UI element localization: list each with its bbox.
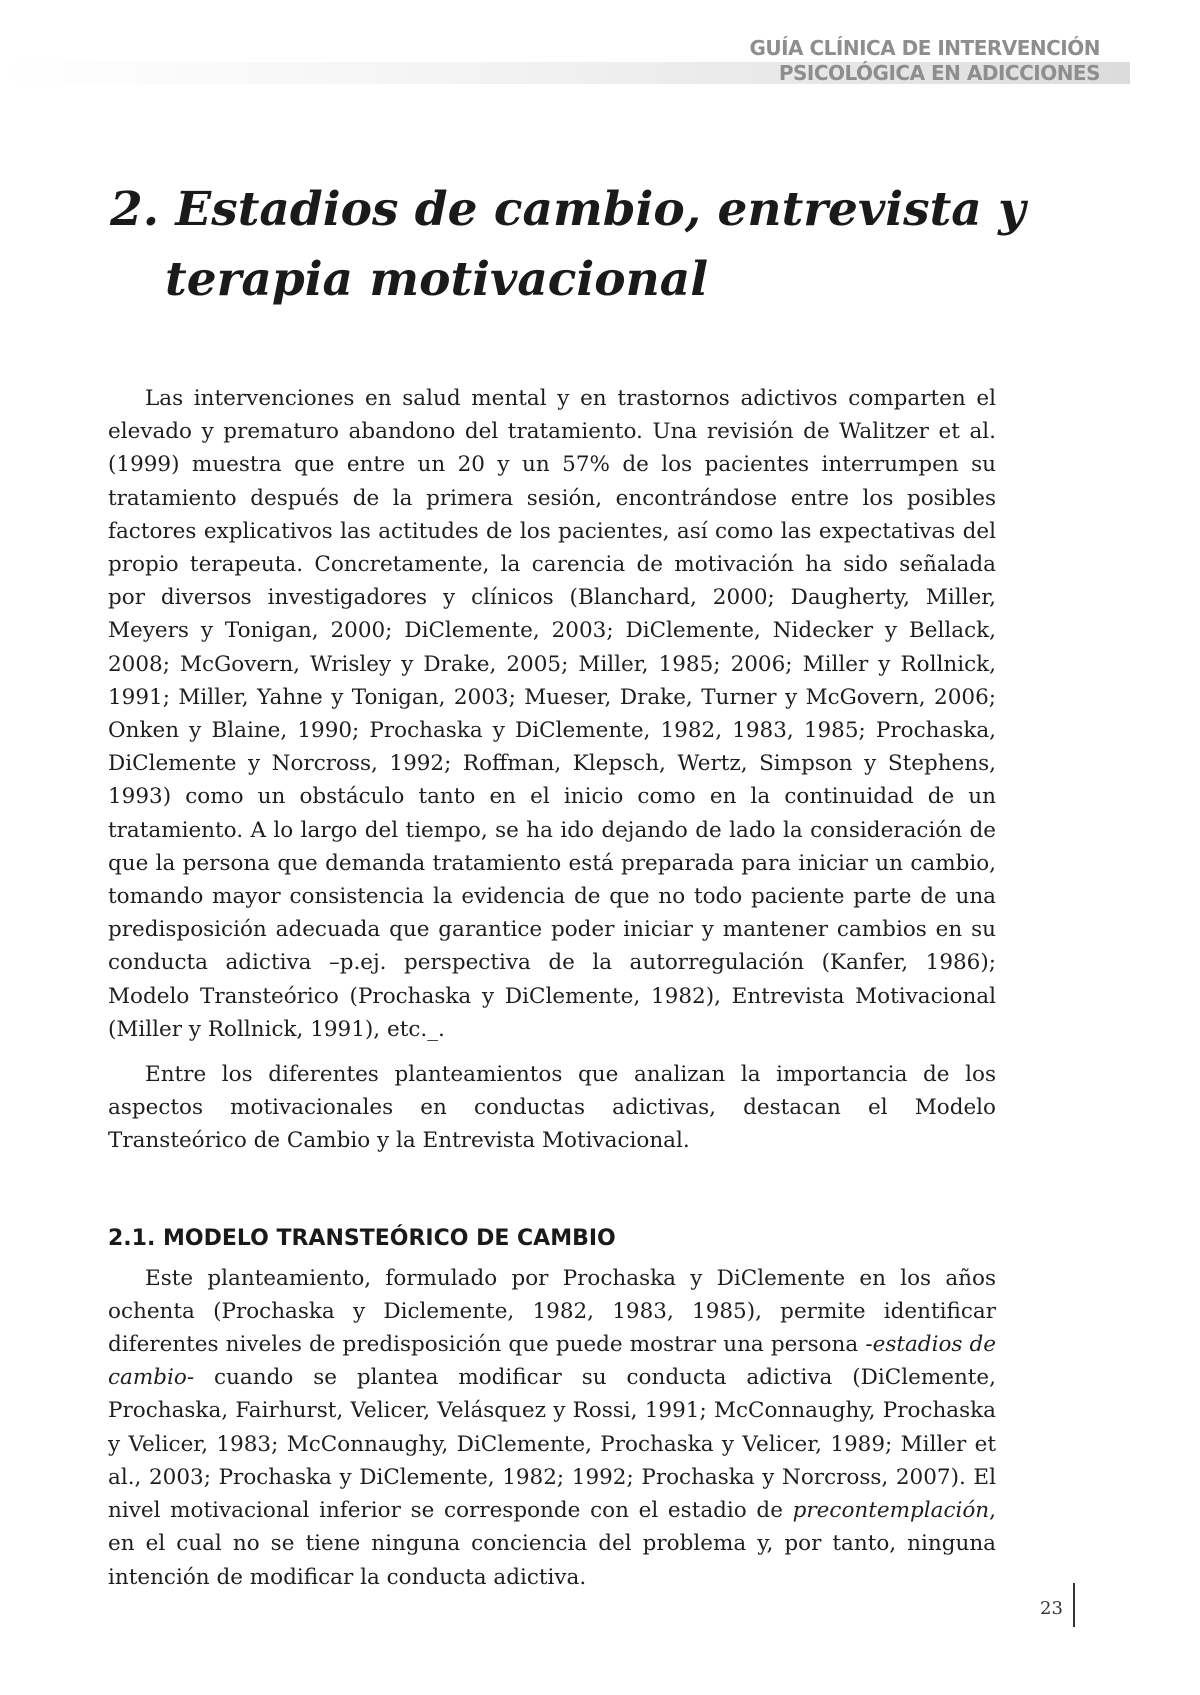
chapter-title [110,175,1110,315]
running-header-line1: GUÍA CLÍNICA DE INTERVENCIÓN [749,36,1100,60]
page-number-rule [1073,1583,1075,1627]
running-header [680,36,1100,86]
paragraph-approaches: Entre los diferentes planteamientos que analizan la importancia de los aspectos motivacionales en conductas adictivas, destacan el Modelo Transteórico de Cambio y la Entrevista Motivacional. [108,1062,996,1154]
section-emphasis-stages: estadios de cambio [108,1332,997,1391]
section-text-1: Este planteamiento, formulado por Prochaska y DiClemente en los años ochenta (Prochaska y Diclemente, 1982, 1983, 1985), permite identificar diferentes niveles de predisposición que puede mostrar una persona - [108,1265,996,1358]
chapter-title-line2: terapia motivacional [165,252,709,307]
section-text-3: , en el cual no se tiene ninguna conciencia del problema y, por tanto, ninguna intención de modificar la conducta adictiva. [108,1498,996,1590]
section-text-2: - cuando se plantea modificar su conducta adictiva (DiClemente, Prochaska, Fairhurst, Velicer, Velásquez y Rossi, 1991; McConnaughy, Prochaska y Velicer, 1983; McConnaughy, DiClemente, Prochaska y Velicer, 1989; Miller et al., 2003; Prochaska y DiClemente, 1982; 1992; Prochaska y Norcross, 2007). El nivel motivacional inferior se corresponde con el estadio de [108,1365,996,1524]
section-heading: 2.1. MODELO TRANSTEÓRICO DE CAMBIO [108,1225,616,1251]
page-number: 23 [1040,1598,1063,1619]
paragraph-section [108,1262,996,1594]
chapter-title-line1: 2. Estadios de cambio, entrevista y [110,182,1026,237]
section-emphasis-precontemplation: precontemplación [792,1498,990,1524]
paragraph-intro: Las intervenciones en salud mental y en trastornos adictivos comparten el elevado y prematuro abandono del tratamiento. Una revisión de Walitzer et al. (1999) muestra que entre un 20 y un 57% de los pacientes interrumpen su tratamiento después de la primera sesión, encontrándose entre los posibles factores explicativos las actitudes de los pacientes, así como las expectativas del propio terapeuta. Concretamente, la carencia de motivación ha sido señalada por diversos investigadores y clínicos (Blanchard, 2000; Daugherty, Miller, Meyers y Tonigan, 2000; DiClemente, 2003; DiClemente, Nidecker y Bellack, 2008; McGovern, Wrisley y Drake, 2005; Miller, 1985; 2006; Miller y Rollnick, 1991; Miller, Yahne y Tonigan, 2003; Mueser, Drake, Turner y McGovern, 2006; Onken y Blaine, 1990; Prochaska y DiClemente, 1982, 1983, 1985; Prochaska, DiClemente y Norcross, 1992; Roffman, Klepsch, Wertz, Simpson y Stephens, 1993) como un obstáculo tanto en el inicio como en la continuidad de un tratamiento. A lo largo del tiempo, se ha ido dejando de lado la consideración de que la persona que demanda tratamiento está preparada para iniciar un cambio, tomando mayor consistencia la evidencia de que no todo paciente parte de una predisposición adecuada que garantice poder iniciar y mantener cambios en su conducta adictiva –p.ej. perspectiva de la autorregulación (Kanfer, 1986); Modelo Transteórico (Prochaska y DiClemente, 1982), Entrevista Motivacional (Miller y Rollnick, 1991), etc._. [108,386,996,1042]
running-header-line2: PSICOLÓGICA EN ADICCIONES [778,61,1100,85]
body-text [108,382,996,1594]
